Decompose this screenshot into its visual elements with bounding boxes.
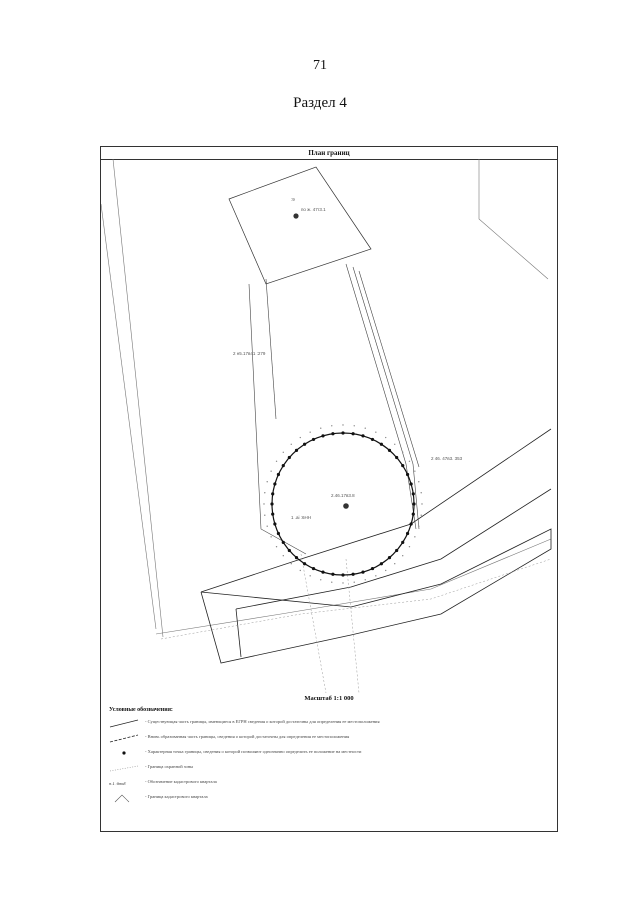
boundary-point-label-mark: [264, 515, 265, 516]
boundary-point-label-mark: [342, 582, 343, 583]
top-parcel-label: по ж. 47г3.1: [301, 207, 326, 212]
quarter-boundaries: [101, 159, 551, 637]
boundary-point-label-mark: [309, 431, 310, 432]
boundary-point-label-mark: [365, 428, 366, 429]
boundary-point: [361, 571, 364, 574]
boundary-point: [312, 438, 315, 441]
legend-text: - Вновь образованная часть границы, сведения о которой достаточны для определения ее местоположения: [145, 734, 350, 739]
boundary-point-label-mark: [365, 579, 366, 580]
legend-item-point: [109, 747, 549, 762]
boundary-point: [277, 473, 280, 476]
road-outer: [201, 529, 551, 663]
boundary-plan: [100, 146, 558, 832]
boundary-point: [352, 432, 355, 435]
boundary-point-label-mark: [409, 546, 410, 547]
circular-parcel: [263, 424, 422, 583]
boundary-point-label-mark: [267, 481, 268, 482]
right-strip-boundary: [479, 159, 548, 279]
boundary-point: [395, 456, 398, 459]
legend-text: - Граница охранной зоны: [145, 764, 194, 769]
quarter-label-text: н.1 :9ноЕ: [109, 781, 127, 786]
boundary-point: [361, 434, 364, 437]
boundary-point-label-mark: [414, 536, 415, 537]
boundary-point: [401, 541, 404, 544]
boundary-point: [380, 443, 383, 446]
boundary-point-label-mark: [291, 444, 292, 445]
boundary-point-label-mark: [421, 492, 422, 493]
boundary-point: [331, 432, 334, 435]
boundary-point-label-mark: [300, 437, 301, 438]
boundary-point: [282, 464, 285, 467]
boundary-point: [277, 532, 280, 535]
legend-title: Условные обозначения:: [109, 707, 173, 713]
boundary-point-label-mark: [375, 575, 376, 576]
boundary-point-label-mark: [354, 425, 355, 426]
boundary-point: [341, 431, 344, 434]
boundary-point-label-mark: [276, 546, 277, 547]
boundary-point-label-mark: [291, 563, 292, 564]
boundary-point-label-mark: [385, 570, 386, 571]
boundary-point: [270, 502, 273, 505]
protection-zone: [161, 554, 551, 693]
boundary-point: [282, 541, 285, 544]
boundary-point: [352, 573, 355, 576]
legend-item-new-boundary: [109, 732, 549, 747]
boundary-point: [271, 513, 274, 516]
boundary-point-label-mark: [300, 570, 301, 571]
boundary-point: [312, 567, 315, 570]
top-parcel: [229, 167, 371, 284]
road-inner-low: [236, 609, 241, 657]
boundary-point-label-mark: [263, 503, 264, 504]
boundary-point: [406, 473, 409, 476]
boundary-point-label-mark: [394, 563, 395, 564]
boundary-point-label-mark: [320, 579, 321, 580]
boundary-point: [288, 456, 291, 459]
boundary-point-label-mark: [414, 470, 415, 471]
boundary-point-label-mark: [394, 444, 395, 445]
dotted-line-symbol: [109, 762, 139, 774]
boundary-point: [371, 567, 374, 570]
boundary-point-label-mark: [331, 582, 332, 583]
boundary-point-label-mark: [276, 461, 277, 462]
boundary-point-label-mark: [354, 582, 355, 583]
plan-title: План границ: [101, 147, 557, 160]
boundary-point-label-mark: [283, 452, 284, 453]
legend-item-quarter-boundary: [109, 792, 549, 807]
left-strip-label: 2 н5.17в41 :279: [233, 351, 266, 356]
legend-item-existing-boundary: [109, 717, 549, 732]
left-strip-boundary-1: [101, 204, 156, 629]
boundary-point-label-mark: [342, 424, 343, 425]
boundary-point-label-mark: [421, 503, 422, 504]
boundary-point: [271, 492, 274, 495]
boundary-point: [388, 556, 391, 559]
road-polygons: [201, 429, 551, 663]
boundary-point-label-mark: [375, 431, 376, 432]
legend: [109, 707, 549, 807]
legend-item-protection-zone: [109, 762, 549, 777]
dashed-line-symbol: [109, 732, 139, 744]
top-parcel-num-label: :9: [291, 197, 295, 202]
cadastral-map: [101, 159, 557, 693]
legend-item-quarter-label: [109, 777, 549, 792]
boundary-point: [395, 549, 398, 552]
boundary-point: [273, 482, 276, 485]
legend-text: - Существующая часть границы, имеющиеся в ЕГРН сведения о которой достаточны для определения ее местоположения: [145, 719, 380, 724]
boundary-point: [401, 464, 404, 467]
legend-text: - Обозначение кадастрового квартала: [145, 779, 217, 784]
boundary-point: [371, 438, 374, 441]
solid-line-symbol: [109, 717, 139, 729]
right-strip-label: 2 46. 47в3. 353: [431, 456, 463, 461]
top-parcel-marker: [293, 213, 298, 218]
boundary-point-label-mark: [309, 575, 310, 576]
boundary-point: [410, 482, 413, 485]
boundary-point: [303, 562, 306, 565]
boundary-point: [412, 513, 415, 516]
legend-text: - Характерная точка границы, сведения о которой позволяют однозначно определить ее положение на местности: [145, 749, 362, 754]
boundary-point-label-mark: [270, 470, 271, 471]
boundary-point-label-mark: [418, 526, 419, 527]
boundary-point-label-mark: [402, 555, 403, 556]
boundary-point-label-mark: [267, 526, 268, 527]
road-inner-mid: [236, 489, 551, 609]
boundary-point: [388, 449, 391, 452]
boundary-point-label-mark: [402, 452, 403, 453]
boundary-point: [295, 449, 298, 452]
boundary-point: [295, 556, 298, 559]
quarter-label-symbol: [109, 777, 139, 789]
boundary-point-label-mark: [270, 536, 271, 537]
inner-label: 1 .ai :6НН: [291, 515, 312, 520]
boundary-point-label-mark: [421, 515, 422, 516]
boundary-point: [273, 522, 276, 525]
boundary-point: [288, 549, 291, 552]
boundary-point-label-mark: [264, 492, 265, 493]
boundary-point: [410, 522, 413, 525]
boundary-point: [380, 562, 383, 565]
circular-parcel-marker: [343, 503, 349, 509]
central-parcel: [249, 264, 419, 554]
road-inner-top: [201, 429, 551, 592]
boundary-point: [331, 573, 334, 576]
scale-label: Масштаб 1:1 000: [304, 695, 354, 702]
circular-boundary: [272, 433, 414, 575]
boundary-point-label-mark: [385, 437, 386, 438]
quarter-boundary-symbol: [109, 792, 139, 804]
boundary-point: [341, 573, 344, 576]
section-title: Раздел 4: [293, 95, 347, 111]
boundary-point: [406, 532, 409, 535]
boundary-point: [303, 443, 306, 446]
boundary-points: [263, 424, 422, 583]
boundary-point-label-mark: [283, 555, 284, 556]
boundary-point-label-mark: [331, 425, 332, 426]
page-number: 71: [313, 58, 327, 73]
point-symbol: [109, 747, 139, 759]
boundary-point-label-mark: [320, 428, 321, 429]
boundary-point: [412, 502, 415, 505]
boundary-point: [321, 434, 324, 437]
legend-text: - Граница кадастрового квартала: [145, 794, 208, 799]
boundary-point-label-mark: [409, 461, 410, 462]
left-strip-boundary-2: [113, 159, 163, 637]
boundary-point-label-mark: [418, 481, 419, 482]
boundary-point: [412, 492, 415, 495]
boundary-point: [321, 571, 324, 574]
central-parcel-label: 2.46.17в3.8: [331, 493, 355, 498]
